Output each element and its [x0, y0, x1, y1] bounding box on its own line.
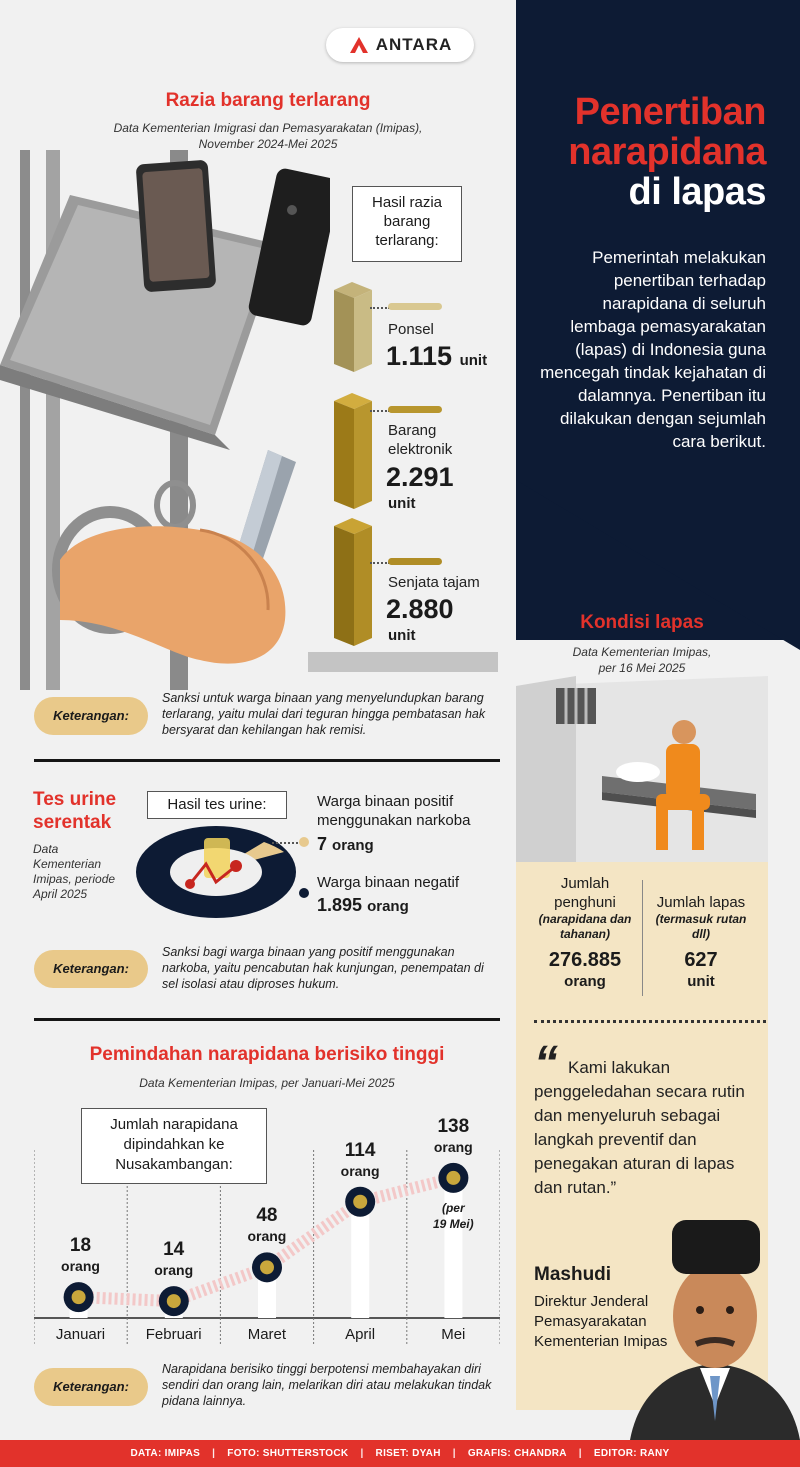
quote-divider: [534, 1020, 766, 1023]
penghuni-label-1: Jumlah: [560, 875, 610, 892]
data-point: [64, 1282, 94, 1312]
value-unit: orang: [433, 1138, 473, 1155]
lapas-stat: [646, 893, 756, 991]
section-divider: [34, 759, 500, 762]
kondisi-source-1: Data Kementerian Imipas,: [572, 645, 712, 659]
antara-logo: [326, 28, 474, 62]
antara-logo-icon: [348, 35, 370, 55]
razia-ket-label: Keterangan:: [34, 697, 148, 735]
value-label: [407, 1116, 500, 1156]
pill-marker: [388, 303, 442, 310]
urine-negative-label: Warga binaan negatif: [317, 874, 460, 891]
value-label: [314, 1140, 407, 1180]
penghuni-value: 276.885: [548, 949, 622, 971]
pillow-icon: [616, 762, 660, 782]
value-stem: [351, 1202, 369, 1318]
title-line-3: di lapas: [628, 171, 766, 213]
prisoner-icon: [672, 720, 696, 744]
razia-box-label: Hasil razia barang terlarang:: [352, 186, 462, 262]
elektronik-label-2: elektronik: [388, 441, 453, 458]
positive-number: 7: [317, 834, 328, 854]
quote-speaker-role: Direktur Jenderal Pemasyarakatan Kementerian Imipas: [534, 1293, 668, 1350]
leader-line: [370, 562, 390, 564]
senjata-value: 2.880: [386, 594, 454, 624]
category-label: Januari: [55, 1326, 106, 1343]
urine-donut: [134, 822, 304, 922]
urine-positive-value: [317, 834, 374, 855]
pemindahan-source: Data Kementerian Imipas, per Januari-Mei 2025: [139, 1076, 395, 1090]
contraband-illustration: [0, 150, 330, 690]
intro-text: Pemerintah melakukan penertiban terhadap narapidana di seluruh lembaga pemasyarakatan (lapas) di Indonesia guna mencegah tindak kejahatan di dalamnya. Penertiban itu dilakukan dengan sejumlah cara berikut.: [540, 248, 766, 451]
pemindahan-title: Pemindahan narapidana berisiko tinggi: [89, 1044, 445, 1065]
razia-source-line-1: Data Kementerian Imigrasi dan Pemasyarakatan (Imipas),: [113, 121, 423, 135]
lapas-label: Jumlah lapas: [656, 894, 746, 911]
value-unit: orang: [154, 1262, 194, 1279]
value-label: [34, 1235, 127, 1275]
page-title: [506, 92, 766, 212]
quote-speaker-name: Mashudi: [534, 1264, 612, 1285]
value-number: 114: [344, 1139, 376, 1161]
value-number: 138: [437, 1115, 470, 1137]
kondisi-source-2: per 16 Mei 2025: [598, 661, 686, 675]
pill-marker: [388, 558, 442, 565]
penghuni-label-2: penghuni: [554, 894, 616, 911]
credit-foto: FOTO: SHUTTERSTOCK: [227, 1448, 349, 1459]
ponsel-unit: unit: [459, 352, 488, 369]
positive-unit: orang: [332, 837, 374, 854]
bar-floor: [308, 652, 498, 672]
urine-title-2: serentak: [33, 812, 112, 833]
ponsel-value: [386, 341, 487, 376]
urine-ket-label: Keterangan:: [34, 950, 148, 988]
urine-title-1: Tes urine: [33, 789, 117, 810]
category-label: Mei: [441, 1326, 466, 1343]
urine-positive-label: Warga binaan positif menggunakan narkoba: [317, 793, 471, 829]
elektronik-label-1: Barang: [388, 422, 437, 439]
value-unit: orang: [247, 1228, 287, 1245]
ponsel-label: Ponsel: [388, 321, 434, 338]
negative-dot: [298, 887, 310, 899]
mei-note: (per 19 Mei): [432, 1200, 474, 1231]
lapas-value: 627: [684, 949, 718, 971]
bar-elektronik: [334, 393, 374, 509]
razia-source-line-2: November 2024-Mei 2025: [198, 137, 338, 151]
data-point: [345, 1187, 375, 1217]
title-line-1: Penertiban: [574, 91, 766, 133]
penghuni-stat: [530, 874, 640, 991]
razia-title: Razia barang terlarang: [165, 90, 371, 111]
pemindahan-ket-text: Narapidana berisiko tinggi berpotensi membahayakan diri sendiri dan orang lain, melarikan diri atau melakukan tindak pidana lainnya.: [162, 1362, 492, 1408]
value-unit: orang: [340, 1162, 380, 1179]
negative-number: 1.895: [317, 895, 363, 915]
penghuni-unit: orang: [564, 973, 606, 990]
urine-title: [33, 788, 116, 834]
ponsel-number: 1.115: [386, 341, 453, 371]
data-point: [252, 1252, 282, 1282]
credits-footer: DATA: IMIPAS | FOTO: SHUTTERSTOCK | RISET: DYAH | GRAFIS: CHANDRA | EDITOR: RANY: [0, 1440, 800, 1467]
cell-bar-icon: [20, 150, 30, 690]
category-label: April: [345, 1326, 376, 1343]
quote-mark-icon: “: [534, 1037, 558, 1090]
credit-riset: RISET: DYAH: [375, 1448, 441, 1459]
razia-ket-text: Sanksi untuk warga binaan yang menyelundupkan barang terlarang, yaitu mulai dari teguran hingga pembatasan hak bersyarat dan kehilangan hak remisi.: [162, 691, 486, 737]
data-point: [159, 1286, 189, 1316]
kondisi-source: [516, 644, 768, 676]
pill-marker: [388, 406, 442, 413]
urine-source: Data Kementerian Imipas, periode April 2025: [33, 842, 116, 901]
credit-data: DATA: IMIPAS: [130, 1448, 201, 1459]
face-icon: [673, 1264, 757, 1368]
title-line-2: narapidana: [568, 131, 766, 173]
credit-grafis: GRAFIS: CHANDRA: [467, 1448, 567, 1459]
value-number: 14: [163, 1239, 185, 1261]
value-number: 18: [69, 1235, 92, 1257]
quote-text: Kami lakukan penggeledahan secara rutin dan menyeluruh sebagai langkah preventif dan penegakan aturan di lapas dan rutan.”: [534, 1058, 745, 1197]
bar-ponsel: [334, 282, 374, 372]
leader-line: [370, 410, 390, 412]
razia-source: [40, 120, 496, 152]
peci-icon: [672, 1220, 760, 1274]
pemindahan-box-label: Jumlah narapidana dipindahkan ke Nusakambangan:: [81, 1108, 267, 1184]
senjata-unit: unit: [388, 627, 416, 644]
value-unit: orang: [61, 1258, 100, 1275]
urine-ket-text: Sanksi bagi warga binaan yang positif menggunakan narkoba, yaitu pencabutan hak kunjungan, penempatan di sel isolasi atau diproses hukum.: [162, 945, 484, 991]
lapas-unit: unit: [687, 973, 715, 990]
section-divider: [34, 1018, 500, 1021]
stats-separator: [642, 880, 643, 996]
senjata-label: Senjata tajam: [388, 574, 480, 591]
value-label: [220, 1205, 313, 1245]
antara-logo-text: ANTARA: [375, 35, 453, 54]
category-label: Maret: [247, 1326, 287, 1343]
value-number: 48: [256, 1205, 278, 1227]
credit-editor: EDITOR: RANY: [593, 1448, 670, 1459]
prison-cell-illustration: [516, 676, 768, 866]
pemindahan-ket-label: Keterangan:: [34, 1368, 148, 1406]
positive-dot: [298, 836, 310, 848]
lapas-note: (termasuk rutan dll): [655, 912, 747, 941]
kondisi-title: Kondisi lapas: [580, 612, 704, 633]
leader-line: [370, 307, 390, 309]
value-label: [127, 1239, 220, 1279]
elektronik-unit: unit: [388, 495, 416, 512]
penghuni-note: (narapidana dan tahanan): [538, 912, 632, 941]
urine-negative-value: [317, 895, 409, 916]
category-label: Februari: [145, 1326, 202, 1343]
urine-box-label: Hasil tes urine:: [147, 791, 287, 819]
elektronik-label: [388, 421, 452, 459]
bar-senjata: [334, 518, 374, 646]
negative-unit: orang: [367, 898, 409, 915]
elektronik-value: 2.291: [386, 462, 454, 492]
data-point: [438, 1163, 468, 1193]
